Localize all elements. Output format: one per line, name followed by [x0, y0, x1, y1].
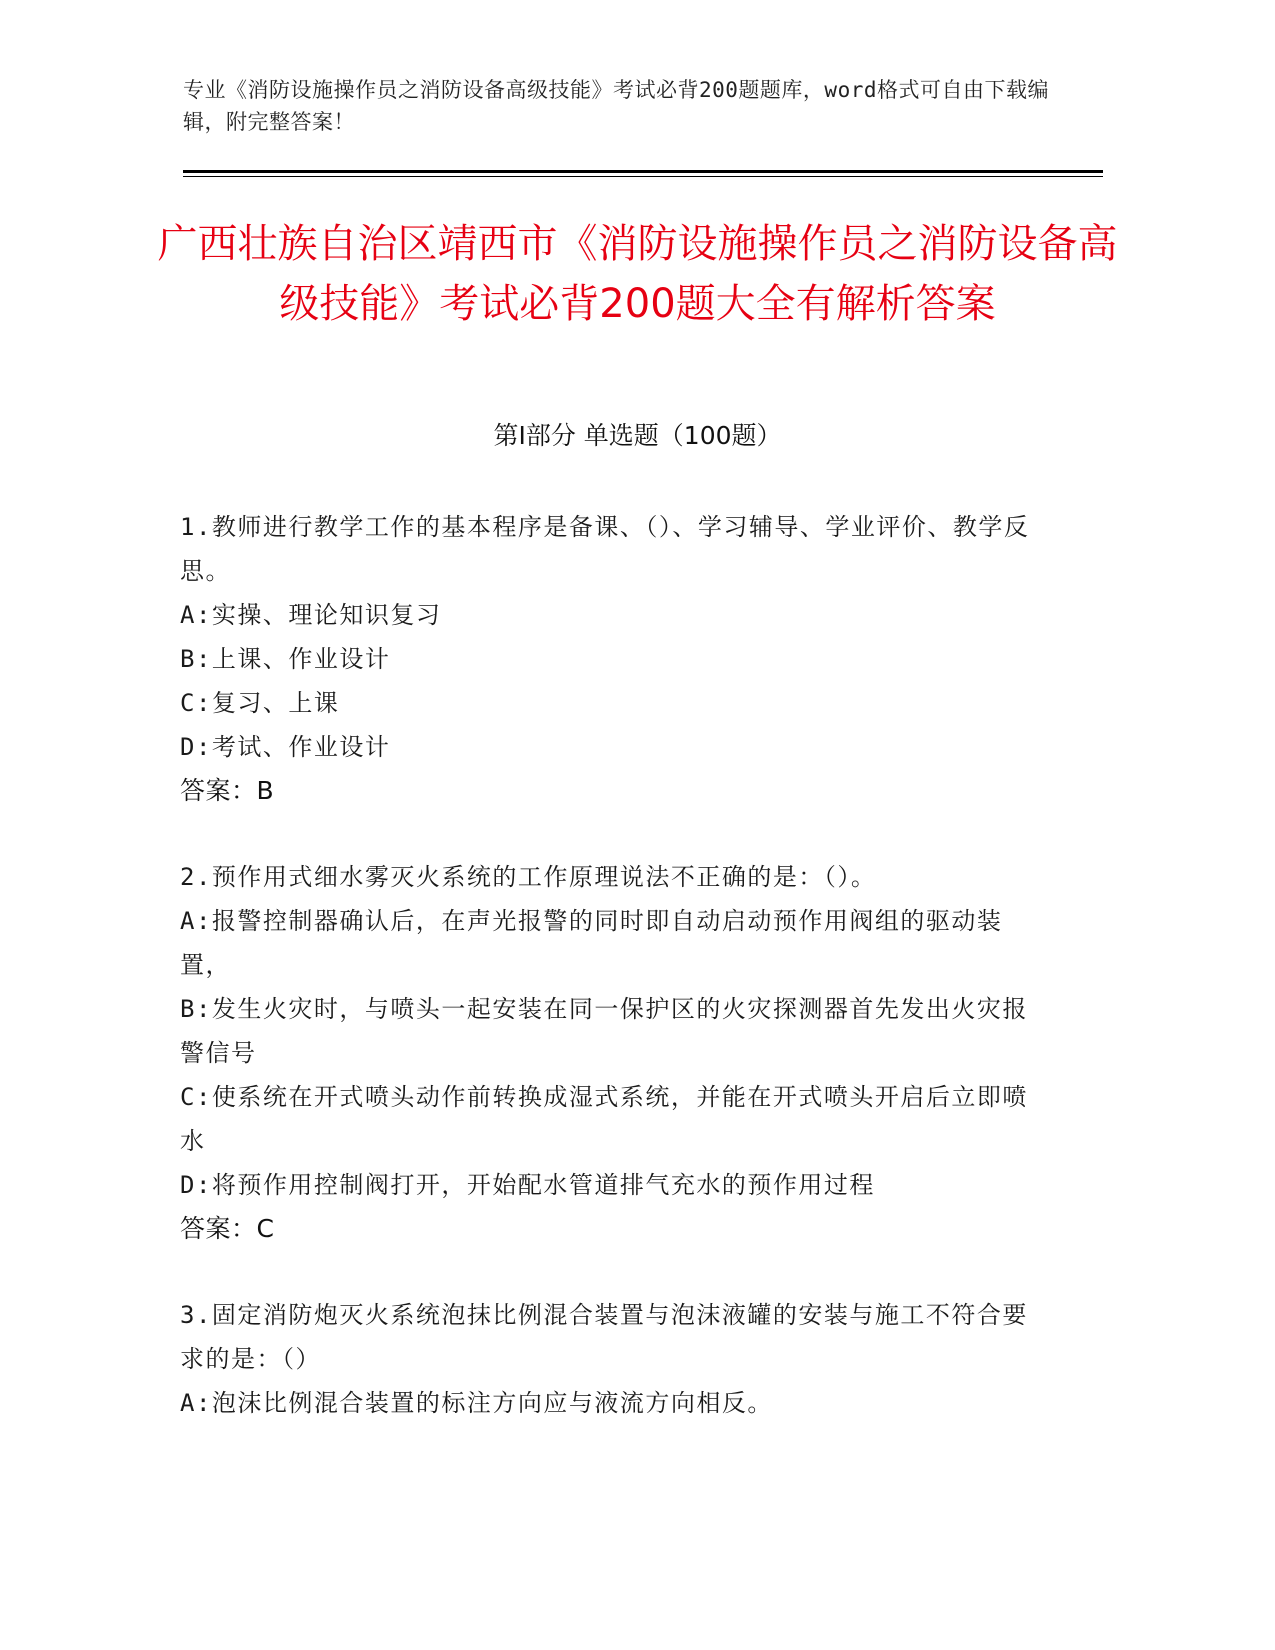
- option-c: C:复习、上课: [180, 689, 340, 717]
- header-rule-thick: [183, 170, 1103, 173]
- option-a: A:实操、理论知识复习: [180, 601, 442, 629]
- option-c: C:使系统在开式喷头动作前转换成湿式系统，并能在开式喷头开启后立即喷水: [180, 1083, 1028, 1155]
- question-1: [180, 505, 1040, 813]
- option-b: B:上课、作业设计: [180, 645, 391, 673]
- option-d: D:考试、作业设计: [180, 733, 391, 761]
- question-list: [180, 505, 1040, 1467]
- option-a: A:泡沫比例混合装置的标注方向应与液流方向相反。: [180, 1389, 773, 1417]
- document-title: 广西壮族自治区靖西市《消防设施操作员之消防设备高级技能》考试必背200题大全有解析答案: [157, 221, 1118, 327]
- question-stem: 1.教师进行教学工作的基本程序是备课、（）、学习辅导、学业评价、教学反思。: [180, 513, 1030, 585]
- header-rule-thin: [183, 176, 1103, 177]
- option-b: B:发生火灾时，与喷头一起安装在同一保护区的火灾探测器首先发出火灾报警信号: [180, 995, 1028, 1067]
- answer: 答案：B: [180, 776, 275, 805]
- question-stem: 2.预作用式细水雾灭火系统的工作原理说法不正确的是：（）。: [180, 863, 877, 891]
- section-title: 第I部分 单选题（100题）: [493, 421, 782, 450]
- question-stem: 3.固定消防炮灭火系统泡抹比例混合装置与泡沫液罐的安装与施工不符合要求的是：（）: [180, 1301, 1028, 1373]
- header-note: 专业《消防设施操作员之消防设备高级技能》考试必背200题题库，word格式可自由下载编辑，附完整答案！: [183, 78, 1049, 134]
- question-3: [180, 1293, 1040, 1425]
- option-d: D:将预作用控制阀打开，开始配水管道排气充水的预作用过程: [180, 1171, 875, 1199]
- answer: 答案：C: [180, 1214, 275, 1243]
- question-2: [180, 855, 1040, 1251]
- option-a: A:报警控制器确认后，在声光报警的同时即自动启动预作用阀组的驱动装置，: [180, 907, 1003, 979]
